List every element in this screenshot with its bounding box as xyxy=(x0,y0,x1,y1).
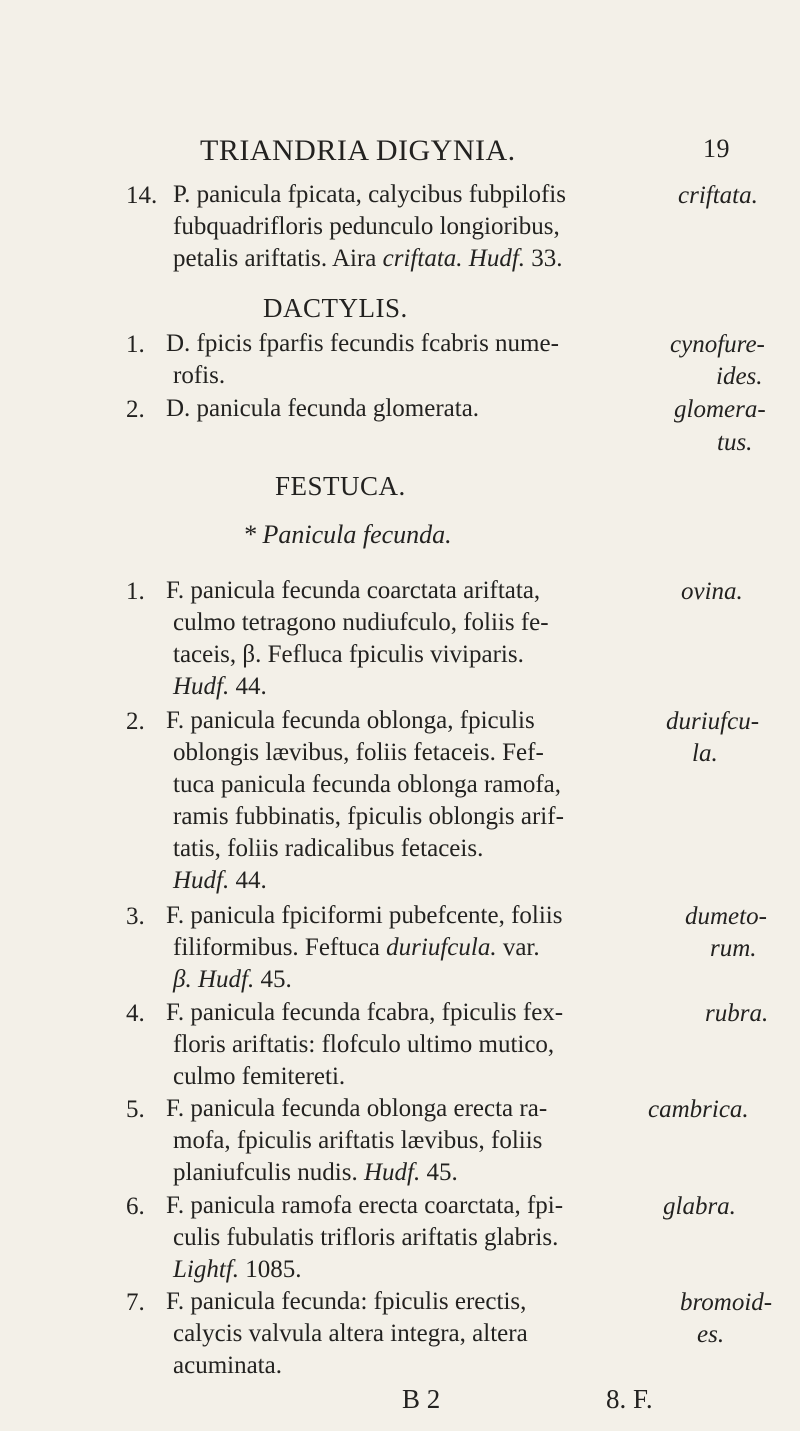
species-epithet: glabra. xyxy=(663,1193,736,1220)
running-title: TRIANDRIA DIGYNIA. xyxy=(200,134,516,167)
genus-heading-dactylis: DACTYLIS. xyxy=(263,293,408,323)
entry-line: Hudf. 44. xyxy=(173,673,267,700)
species-epithet: es. xyxy=(697,1321,725,1348)
species-epithet: cynofure- xyxy=(670,331,765,358)
entry-line: rofis. xyxy=(173,362,226,389)
entry-number: 5. xyxy=(126,1096,145,1123)
entry-line: acuminata. xyxy=(173,1352,282,1379)
entry-line: D. fpicis fparfis fecundis fcabris nume- xyxy=(166,330,559,357)
species-epithet: glomera- xyxy=(674,396,766,423)
entry-line: β. Hudf. 45. xyxy=(173,966,292,993)
entry-line: culmo femitereti. xyxy=(173,1063,346,1090)
entry-line: tatis, foliis radicalibus fetaceis. xyxy=(173,835,484,862)
species-epithet: tus. xyxy=(717,429,753,456)
entry-number: 4. xyxy=(126,1000,145,1027)
species-epithet: bromoid- xyxy=(680,1289,773,1316)
entry-line: oblongis lævibus, foliis fetaceis. Fef- xyxy=(173,739,544,766)
entry-line: F. panicula fecunda: fpiculis erectis, xyxy=(166,1288,527,1315)
entry-number: 2. xyxy=(126,396,145,423)
species-epithet: rubra. xyxy=(705,1000,769,1027)
entry-line: Lightf. 1085. xyxy=(173,1256,302,1283)
entry-line: F. panicula fecunda oblonga, fpiculis xyxy=(166,707,535,734)
entry-line: calycis valvula altera integra, altera xyxy=(173,1320,528,1347)
entry-number: 14. xyxy=(126,182,158,209)
entry-line: P. panicula fpicata, calycibus fubpilofis xyxy=(173,181,566,208)
page-number: 19 xyxy=(703,134,730,163)
entry-number: 1. xyxy=(126,331,145,358)
entry-line: mofa, fpiculis ariftatis lævibus, foliis xyxy=(173,1127,543,1154)
species-epithet: rum. xyxy=(710,935,757,962)
entry-line: filiformibus. Feftuca duriufcula. var. xyxy=(173,934,540,961)
entry-line: floris ariftatis: flofculo ultimo mutico, xyxy=(173,1031,555,1058)
entry-number: 2. xyxy=(126,708,145,735)
entry-line: taceis, β. Fefluca fpiculis viviparis. xyxy=(173,641,524,668)
species-epithet: dumeto- xyxy=(685,903,767,930)
entry-line: ramis fubbinatis, fpiculis oblongis arif- xyxy=(173,803,564,830)
entry-number: 6. xyxy=(126,1193,145,1220)
entry-number: 7. xyxy=(126,1289,145,1316)
section-subheading: * Panicula fecunda. xyxy=(243,520,452,549)
species-epithet: criftata. xyxy=(678,182,758,209)
species-epithet: la. xyxy=(692,740,718,767)
entry-number: 1. xyxy=(126,578,145,605)
species-epithet: duriufcu- xyxy=(666,708,760,735)
entry-line: F. panicula fpiciformi pubefcente, foliis xyxy=(166,902,563,929)
catchword: 8. F. xyxy=(606,1384,653,1414)
species-epithet: cambrica. xyxy=(648,1096,749,1123)
entry-line: F. panicula fecunda coarctata ariftata, xyxy=(166,577,541,604)
genus-heading-festuca: FESTUCA. xyxy=(275,471,406,501)
entry-line: tuca panicula fecunda oblonga ramofa, xyxy=(173,771,562,798)
entry-number: 3. xyxy=(126,903,145,930)
entry-line: culmo tetragono nudiufculo, foliis fe- xyxy=(173,609,549,636)
entry-line: petalis ariftatis. Aira criftata. Hudf. 33. xyxy=(173,245,563,272)
species-epithet: ovina. xyxy=(681,578,743,605)
entry-line: Hudf. 44. xyxy=(173,867,267,894)
entry-line: culis fubulatis trifloris ariftatis glabris. xyxy=(173,1224,559,1251)
signature-mark: B 2 xyxy=(402,1384,441,1414)
entry-line: fubquadrifloris pedunculo longioribus, xyxy=(173,213,560,240)
entry-line: D. panicula fecunda glomerata. xyxy=(166,395,480,422)
entry-line: F. panicula fecunda fcabra, fpiculis fex- xyxy=(166,999,564,1026)
species-epithet: ides. xyxy=(716,363,763,390)
entry-line: planiufculis nudis. Hudf. 45. xyxy=(173,1159,458,1186)
entry-line: F. panicula ramofa erecta coarctata, fpi- xyxy=(166,1192,564,1219)
entry-line: F. panicula fecunda oblonga erecta ra- xyxy=(166,1095,548,1122)
